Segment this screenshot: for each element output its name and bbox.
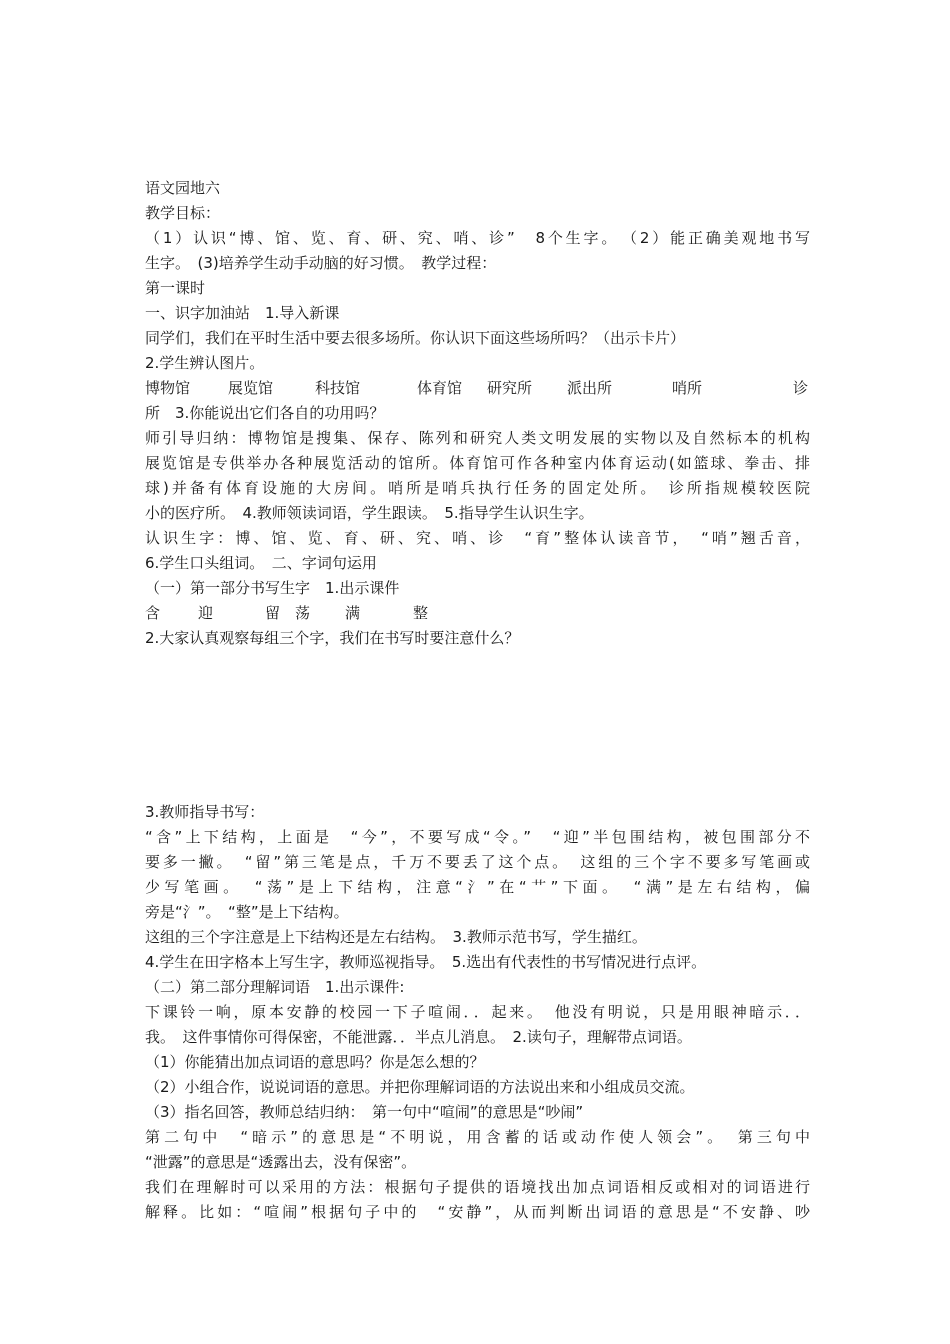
places-row (145, 376, 810, 400)
text-line: 所 3.你能说出它们各自的功用吗？ (145, 404, 385, 422)
doc-title: 语文园地六 (145, 179, 221, 197)
text-line: 解释。比如：“喧闹”根据句子中的 “安静”，从而判断出词语的意思是“不安静、吵 (145, 1203, 810, 1221)
place-word: 展览馆 (228, 379, 274, 397)
text-line: 6.学生口头组词。 二、字词句运用 (145, 554, 377, 572)
text-line: 球)并备有体育设施的大房间。哨所是哨兵执行任务的固定处所。 诊所指规模较医院 (145, 479, 810, 497)
text-line: 要多一撇。 “留”第三笔是点，千万不要丢了这个点。 这组的三个字不要多写笔画或 (145, 853, 810, 871)
text-line: 生字。 (3)培养学生动手动脑的好习惯。 教学过程： (145, 254, 497, 272)
char-item: 荡 (295, 604, 311, 622)
text-line: 旁是“氵”。 “整”是上下结构。 (145, 903, 349, 921)
place-word: 研究所 (487, 379, 533, 397)
text-line: 2.学生辨认图片。 (145, 354, 265, 372)
text-line: 4.学生在田字格本上写生字，教师巡视指导。 5.选出有代表性的书写情况进行点评。 (145, 953, 707, 971)
text-line: “含”上下结构，上面是 “今”，不要写成“令。” “迎”半包围结构，被包围部分不 (145, 828, 810, 846)
text-line: 一、识字加油站 1.导入新课 (145, 304, 340, 322)
text-line: （3）指名回答，教师总结归纳： 第一句中“喧闹”的意思是“吵闹” (145, 1103, 584, 1121)
text-line: （1）认识“博、馆、览、育、研、究、哨、诊” 8个生字。 （2）能正确美观地书写 (145, 229, 810, 247)
text-line: 我。 这件事情你可得保密，不能泄露．．半点儿消息。 2.读句子，理解带点词语。 (145, 1028, 692, 1046)
section-heading: 第一课时 (145, 279, 206, 297)
text-line: （2）小组合作，说说词语的意思。并把你理解词语的方法说出来和小组成员交流。 (145, 1078, 695, 1096)
place-word: 诊 (793, 379, 809, 397)
text-line: 这组的三个字注意是上下结构还是左右结构。 3.教师示范书写，学生描红。 (145, 928, 647, 946)
text-line: （一）第一部分书写生字 1.出示课件 (145, 579, 400, 597)
text-line: （1）你能猜出加点词语的意思吗？你是怎么想的？ (145, 1053, 485, 1071)
chars-row (145, 601, 810, 625)
text-line: 下课铃一响，原本安静的校园一下子喧闹．．起来。 他没有明说，只是用眼神暗示．． (145, 1003, 810, 1021)
place-word: 博物馆 (145, 379, 191, 397)
text-line: 少写笔画。 “荡”是上下结构，注意“氵”在“艹”下面。 “满”是左右结构，偏 (145, 878, 810, 896)
place-word: 哨所 (672, 379, 703, 397)
text-line: 师引导归纳：博物馆是搜集、保存、陈列和研究人类文明发展的实物以及自然标本的机构 (145, 429, 810, 447)
char-item: 含 (145, 604, 161, 622)
char-item: 留 (265, 604, 281, 622)
text-line: 同学们，我们在平时生活中要去很多场所。你认识下面这些场所吗？（出示卡片） (145, 329, 686, 347)
char-item: 迎 (198, 604, 214, 622)
char-item: 整 (413, 604, 429, 622)
place-word: 体育馆 (417, 379, 463, 397)
place-word: 科技馆 (315, 379, 361, 397)
text-line: 我们在理解时可以采用的方法：根据句子提供的语境找出加点词语相反或相对的词语进行 (145, 1178, 810, 1196)
text-line: 3.教师指导书写： (145, 803, 265, 821)
char-item: 满 (345, 604, 361, 622)
place-word: 派出所 (567, 379, 613, 397)
text-line: 2.大家认真观察每组三个字，我们在书写时要注意什么？ (145, 629, 520, 647)
text-line: 小的医疗所。 4.教师领读词语，学生跟读。 5.指导学生认识生字。 (145, 504, 594, 522)
section-heading: 教学目标： (145, 204, 221, 222)
text-line: （二）第二部分理解词语 1.出示课件: (145, 978, 405, 996)
text-line: 第二句中 “暗示”的意思是“不明说，用含蓄的话或动作使人领会”。 第三句中 (145, 1128, 810, 1146)
text-line: 展览馆是专供举办各种展览活动的馆所。体育馆可作各种室内体育运动(如篮球、拳击、排 (145, 454, 810, 472)
text-line: “泄露”的意思是“透露出去，没有保密”。 (145, 1153, 417, 1171)
text-line: 认识生字：博、馆、览、育、研、究、哨、诊 “育”整体认读音节， “哨”翘舌音， (145, 529, 810, 547)
